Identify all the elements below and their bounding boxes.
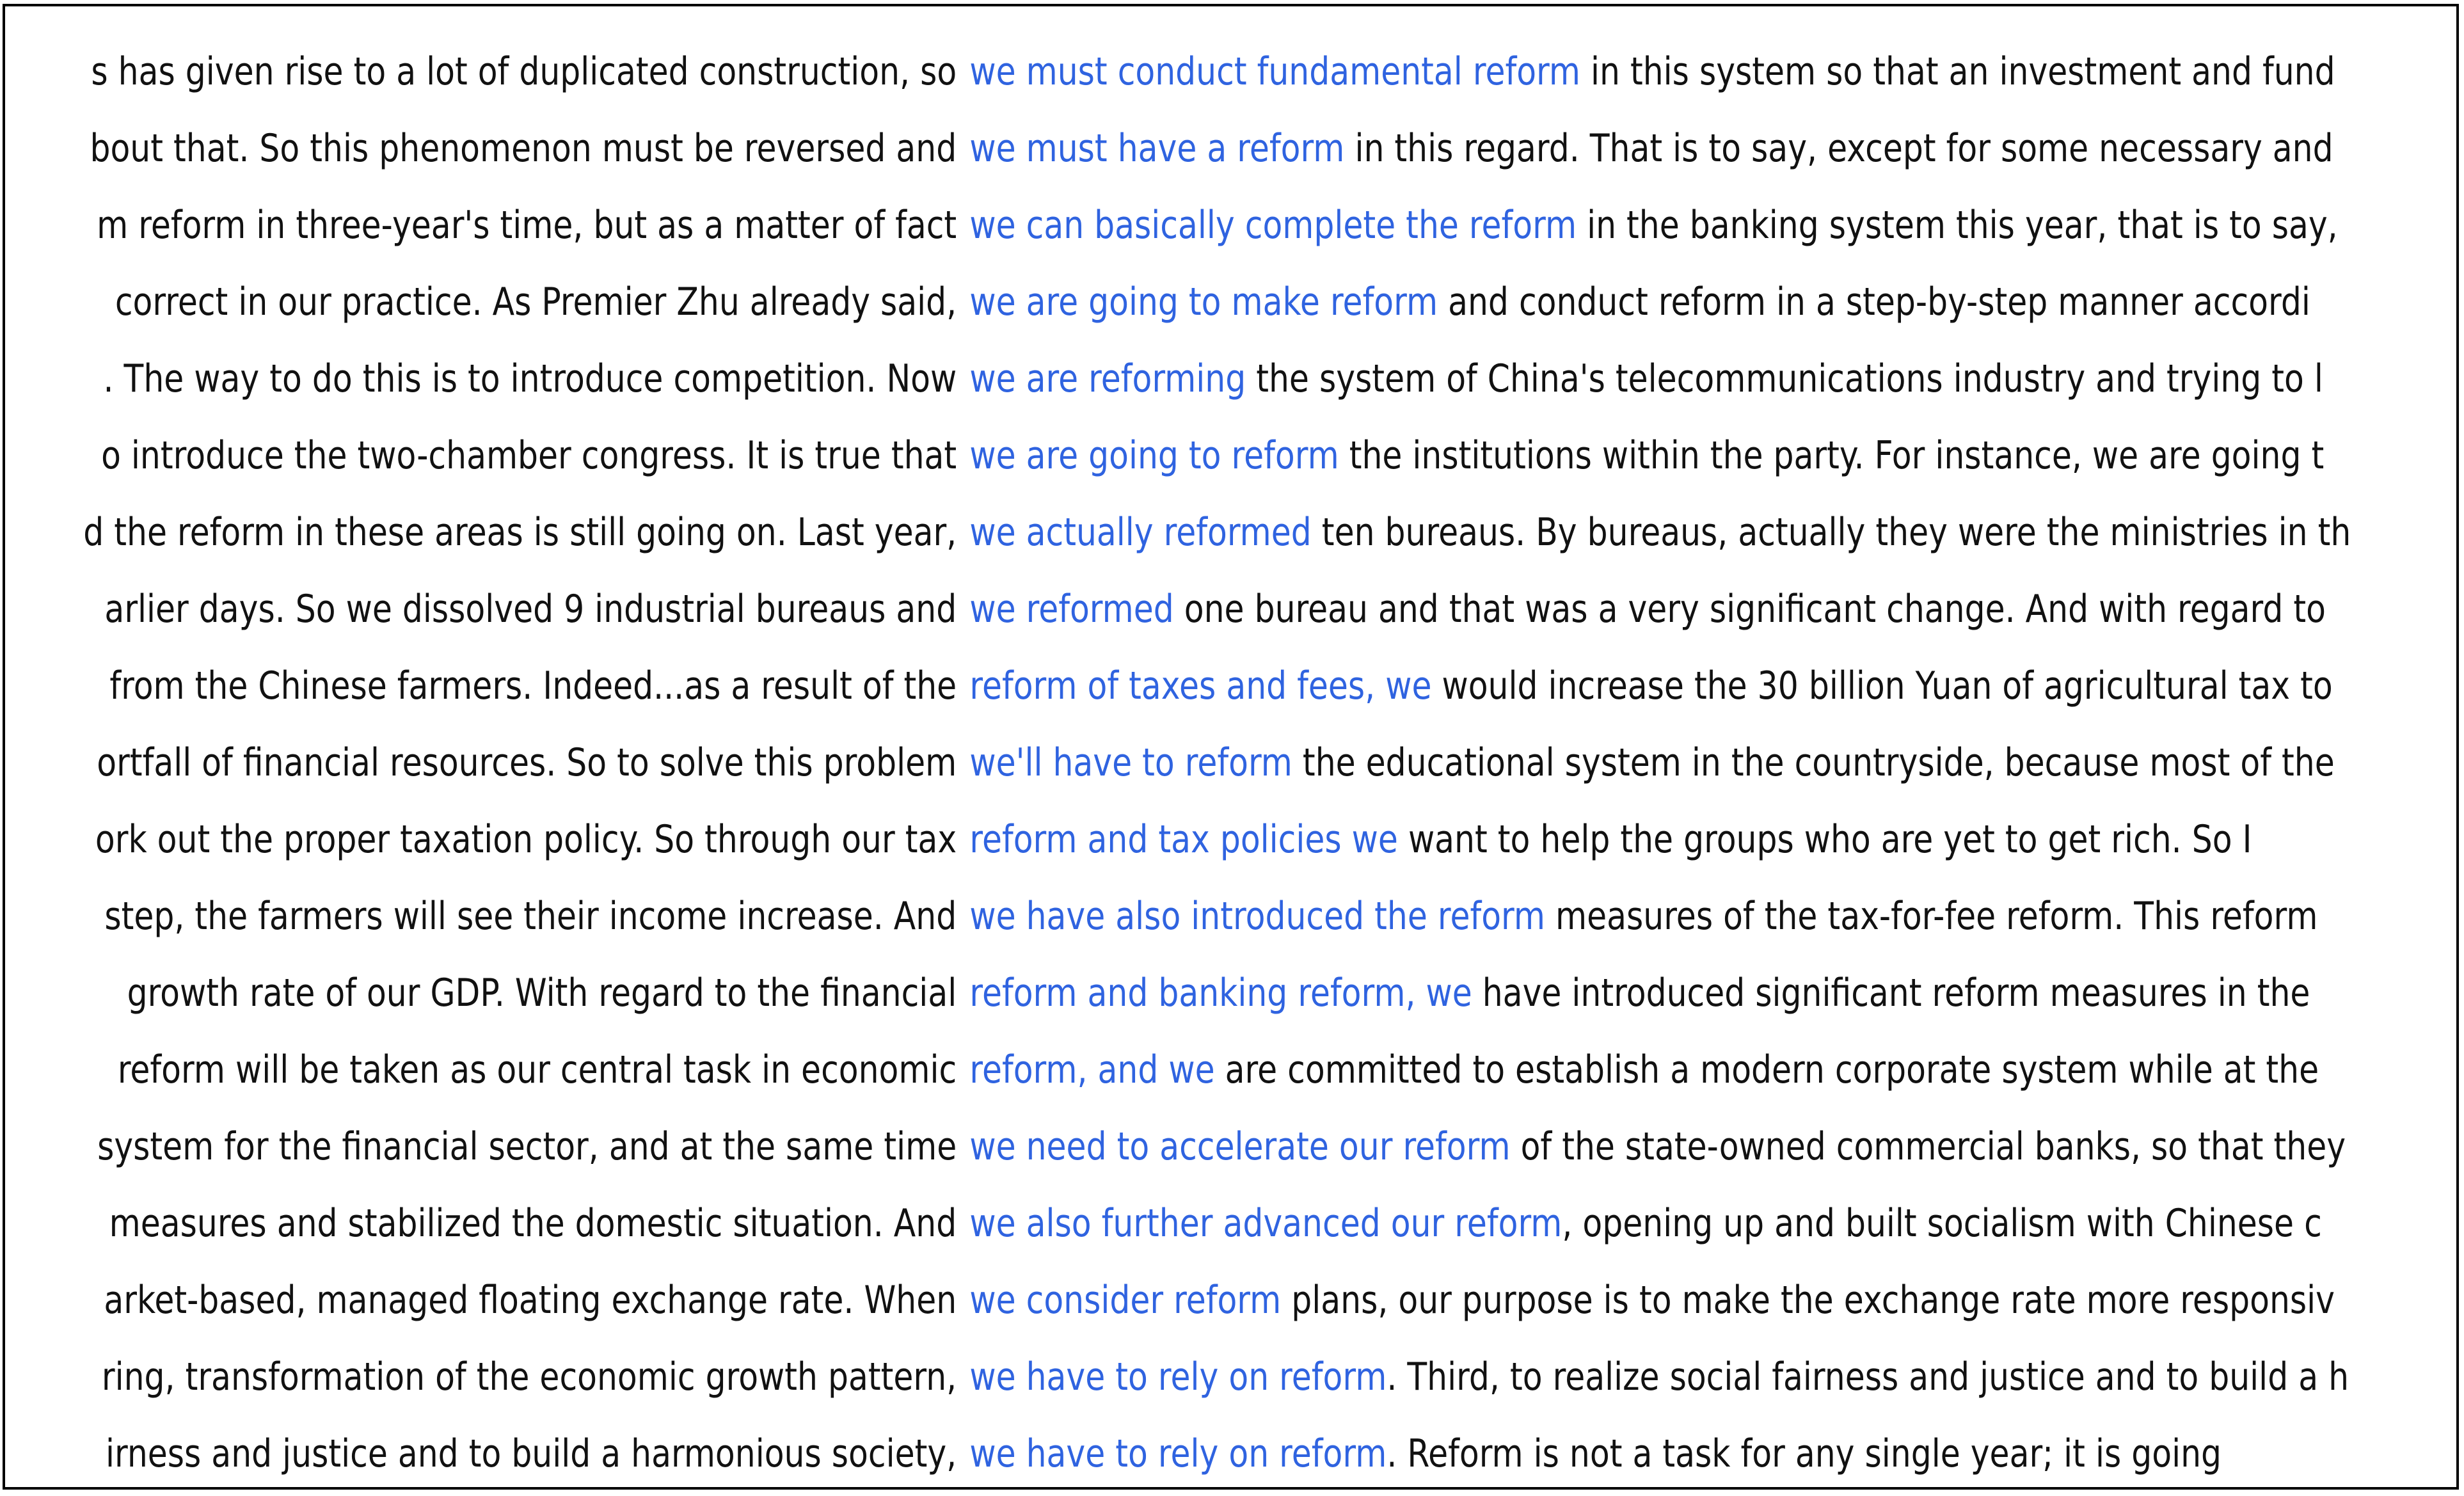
right-context: and conduct reform in a step-by-step manner accordi	[1438, 280, 2310, 324]
right-context: in this regard. That is to say, except for some necessary and	[1344, 126, 2333, 171]
right-context: in this system so that an investment and fund	[1580, 49, 2335, 94]
right-context: want to help the groups who are yet to get rich. So I	[1397, 817, 2252, 862]
keyword-match: we also further advanced our reform	[969, 1201, 1562, 1246]
left-context: correct in our practice. As Premier Zhu already said,	[115, 280, 957, 324]
keyword-match: reform, and we	[969, 1047, 1215, 1092]
left-context: . The way to do this is to introduce competition. Now	[103, 356, 957, 401]
right-context: . Reform is not a task for any single year; it is going	[1387, 1431, 2222, 1476]
right-context: the institutions within the party. For instance, we are going t	[1339, 433, 2325, 478]
concordance-line	[115, 264, 2310, 340]
concordance-lines	[5, 33, 2456, 1490]
keyword-match: we need to accelerate our reform	[969, 1124, 1511, 1169]
left-context: o introduce the two-chamber congress. It is true that	[101, 433, 957, 478]
concordance-line	[97, 724, 2335, 801]
concordance-line	[83, 494, 2351, 571]
keyword-match: we reformed	[969, 587, 1174, 632]
match-and-right-context	[969, 724, 2334, 801]
left-context: m reform in three-year's time, but as a matter of fact	[97, 203, 957, 248]
concordance-line	[105, 1415, 2222, 1490]
match-and-right-context	[969, 110, 2333, 187]
match-and-right-context	[969, 1108, 2346, 1185]
concordance-line	[117, 1031, 2319, 1108]
match-and-right-context	[969, 1262, 2335, 1339]
keyword-match: reform of taxes and fees, we	[969, 664, 1432, 708]
keyword-match: we must conduct fundamental reform	[969, 49, 1580, 94]
keyword-match: we have to rely on reform	[969, 1355, 1387, 1399]
keyword-match: reform and banking reform, we	[969, 971, 1472, 1015]
match-and-right-context	[969, 494, 2351, 571]
left-context: s has given rise to a lot of duplicated construction, so	[91, 49, 957, 94]
right-context: one bureau and that was a very significant change. And with regard to	[1173, 587, 2326, 632]
left-context: step, the farmers will see their income increase. And	[104, 894, 957, 939]
left-context: arket-based, managed floating exchange rate. When	[104, 1278, 957, 1323]
right-context: would increase the 30 billion Yuan of agricultural tax to	[1431, 664, 2333, 708]
concordance-line	[97, 187, 2338, 264]
keyword-match: we are reforming	[969, 356, 1246, 401]
keyword-match: we consider reform	[969, 1278, 1282, 1323]
concordance-line	[101, 1339, 2349, 1415]
left-context: measures and stabilized the domestic situation. And	[109, 1201, 957, 1246]
match-and-right-context	[969, 878, 2317, 955]
match-and-right-context	[969, 264, 2310, 340]
match-and-right-context	[969, 801, 2252, 878]
keyword-match: we have to rely on reform	[969, 1431, 1387, 1476]
concordance-line	[104, 571, 2326, 648]
keyword-match: we are going to make reform	[969, 280, 1438, 324]
right-context: ten bureaus. By bureaus, actually they were the ministries in th	[1311, 510, 2351, 555]
concordance-line	[104, 1262, 2335, 1339]
left-context: ork out the proper taxation policy. So through our tax	[95, 817, 957, 862]
match-and-right-context	[969, 1185, 2321, 1262]
keyword-match: we actually reformed	[969, 510, 1312, 555]
concordance-line	[127, 955, 2310, 1031]
left-context: reform will be taken as our central task in economic	[117, 1047, 957, 1092]
left-context: system for the financial sector, and at the same time	[97, 1124, 957, 1169]
right-context: , opening up and built socialism with Chinese c	[1562, 1201, 2322, 1246]
match-and-right-context	[969, 417, 2324, 494]
left-context: bout that. So this phenomenon must be reversed and	[90, 126, 957, 171]
match-and-right-context	[969, 571, 2326, 648]
concordance-line	[95, 801, 2252, 878]
left-context: arlier days. So we dissolved 9 industrial bureaus and	[104, 587, 957, 632]
left-context: irness and justice and to build a harmonious society,	[105, 1431, 957, 1476]
left-context: d the reform in these areas is still going on. Last year,	[83, 510, 957, 555]
match-and-right-context	[969, 648, 2332, 724]
right-context: in the banking system this year, that is to say,	[1577, 203, 2338, 248]
match-and-right-context	[969, 33, 2335, 110]
right-context: are committed to establish a modern corporate system while at the	[1214, 1047, 2319, 1092]
keyword-match: we'll have to reform	[969, 740, 1292, 785]
concordance-line	[97, 1108, 2346, 1185]
left-context: ortfall of financial resources. So to solve this problem	[97, 740, 957, 785]
match-and-right-context	[969, 1339, 2349, 1415]
keyword-match: reform and tax policies we	[969, 817, 1398, 862]
right-context: of the state-owned commercial banks, so that they	[1510, 1124, 2346, 1169]
concordance-line	[104, 878, 2318, 955]
keyword-match: we are going to reform	[969, 433, 1339, 478]
concordance-line	[103, 340, 2323, 417]
right-context: measures of the tax-for-fee reform. This reform	[1545, 894, 2318, 939]
keyword-match: we must have a reform	[969, 126, 1345, 171]
right-context: . Third, to realize social fairness and justice and to build a h	[1387, 1355, 2349, 1399]
concordance-panel	[3, 4, 2459, 1490]
match-and-right-context	[969, 187, 2337, 264]
match-and-right-context	[969, 340, 2323, 417]
concordance-line	[109, 648, 2333, 724]
right-context: the educational system in the countryside, because most of the	[1292, 740, 2335, 785]
right-context: plans, our purpose is to make the exchange rate more responsiv	[1281, 1278, 2335, 1323]
left-context: ring, transformation of the economic growth pattern,	[101, 1355, 957, 1399]
right-context: the system of China's telecommunications industry and trying to l	[1246, 356, 2323, 401]
match-and-right-context	[969, 1415, 2222, 1490]
right-context: have introduced significant reform measures in the	[1472, 971, 2310, 1015]
left-context: from the Chinese farmers. Indeed...as a result of the	[109, 664, 957, 708]
left-context: growth rate of our GDP. With regard to the financial	[127, 971, 957, 1015]
keyword-match: we have also introduced the reform	[969, 894, 1545, 939]
keyword-match: we can basically complete the reform	[969, 203, 1577, 248]
concordance-line	[109, 1185, 2322, 1262]
match-and-right-context	[969, 955, 2310, 1031]
concordance-line	[101, 417, 2325, 494]
match-and-right-context	[969, 1031, 2319, 1108]
concordance-line	[90, 110, 2333, 187]
concordance-line	[91, 33, 2335, 110]
